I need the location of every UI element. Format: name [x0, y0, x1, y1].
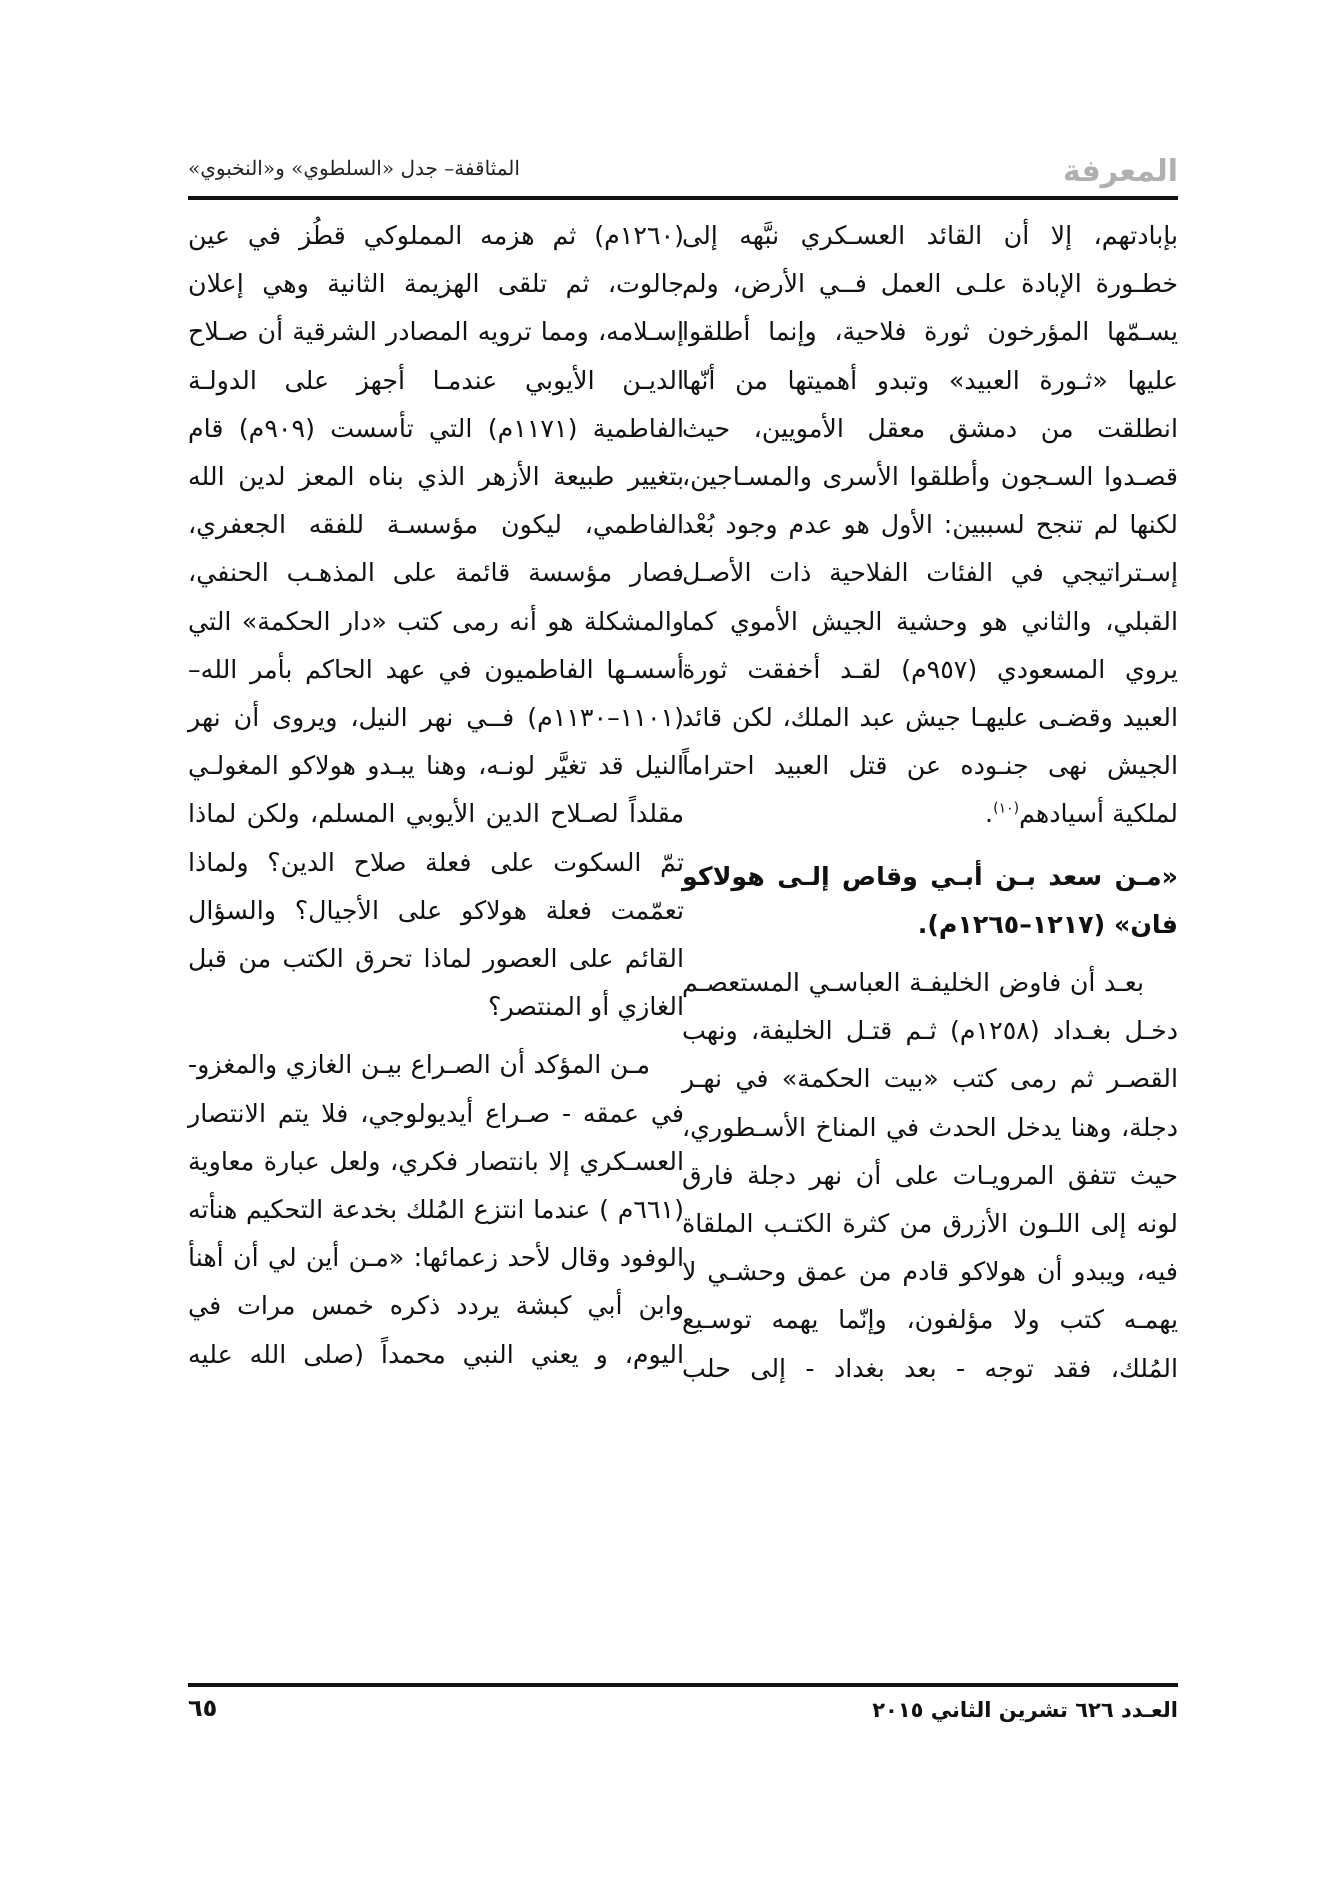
issue-info: العـدد ٦٢٦ تشرين الثاني ٢٠١٥ [872, 1698, 1178, 1722]
paragraph: مـن المؤكد أن الصـراع بيـن الغازي والمغزو- في عمقه - صـراع أيديولوجي، فلا يتم الانتصار العسـكري إلا بانتصار فكري، ولعل عبارة معاوية (٦٦١م ) عندما انتزع المُلك بخدعة التحكيم هنأته الوفود وقال لأحد زعمائها: «مـن أين لي أن أهنأ وابن أبي كبشة يردد ذكره خمس مرات في اليوم، و يعني النبي محمداً (صلى الله عليه [188, 1050, 684, 1369]
header-rule [188, 196, 1178, 200]
paragraph [682, 212, 1178, 839]
section-title: المثاقفة– جدل «السلطوي» و«النخبوي» [188, 156, 520, 180]
subheading: «مـن سعد بـن أبـي وقاص إلـى هولاكو فان» (١٢١٧–١٢٦٥م). [682, 861, 1178, 939]
page-number: ٦٥ [188, 1694, 218, 1722]
footer-rule [188, 1683, 1178, 1687]
right-column [682, 212, 1178, 1393]
paragraph-text: بإبادتهم، إلا أن القائد العسـكري نبَّهه إلى خطـورة الإبادة علـى العمل فــي الأرض، ولم يسـمّها المؤرخون ثورة فلاحية، وإنما أطلقوا عليها «ثـورة العبيد» وتبدو أهميتها من أنّها انطلقت من دمشق معقل الأمويين، حيث قصـدوا السـجون وأطلقوا الأسرى والمسـاجين، لكنها لم تنجح لسببين: الأول هو عدم وجود بُعْد إسـتراتيجي في الفئات الفلاحية ذات الأصـل القبلي، والثاني هو وحشية الجيش الأموي كما يروي المسعودي (٩٥٧م) لقـد أخفقت ثورة العبيد وقضـى عليهـا جيش عبد الملك، لكن قائد الجيش نهى جنـوده عن قتل العبيد احتراماً لملكية أسيادهم [682, 221, 1178, 829]
paragraph: (١٢٦٠م) ثم هزمه المملوكي قطُز في عين جالوت، ثم تلقى الهزيمة الثانية وهي إعلان إسـلامه، ومما ترويه المصادر الشرقية أن صـلاح الديـن الأيوبي عندمـا أجهز على الدولـة الفاطمية (١١٧١م) التي تأسست (٩٠٩م) قام بتغيير طبيعة الأزهر الذي بناه المعز لدين الله الفاطمي، ليكون مؤسسـة للفقه الجعفري، فصار مؤسسة قائمة على المذهـب الحنفي، والمشكلة هو أنه رمى كتب «دار الحكمة» التي أسسـها الفاطميون في عهد الحاكم بأمر الله– (١١٠١–١١٣٠م) فــي نهر النيل، ويروى أن نهر النيل قد تغيَّر لونـه، وهنا يبـدو هولاكو المغولـي مقلداً لصـلاح الدين الأيوبي المسلم، ولكن لماذا تمّ السكوت على فعلة صلاح الدين؟ ولماذا تعمّمت فعلة هولاكو على الأجيال؟ والسؤال القائم على العصور لماذا تحرق الكتب من قبل الغازي أو المنتصر؟ [188, 221, 684, 1022]
footnote-ref: (١٠) [993, 801, 1020, 818]
paragraph: بعـد أن فاوض الخليفـة العباسـي المستعصـم دخـل بغـداد (١٢٥٨م) ثـم قتـل الخليفة، ونهب القصـر ثم رمى كتب «بيت الحكمة» في نهـر دجلة، وهنا يدخل الحدث في المناخ الأسـطوري، حيث تتفق المرويـات على أن نهر دجلة فارق لونه إلى اللـون الأزرق من كثرة الكتـب الملقاة فيه، ويبدو أن هولاكو قادم من عمق وحشـي لا يهمـه كتب ولا مؤلفون، وإنّما يهمه توسـيع المُلك، فقد توجه - بعد بغداد - إلى حلب [682, 968, 1178, 1383]
paragraph-end: . [985, 799, 994, 829]
page-header [188, 150, 1178, 200]
magazine-logo: المعرفة [1062, 154, 1178, 189]
left-column [188, 212, 684, 1379]
